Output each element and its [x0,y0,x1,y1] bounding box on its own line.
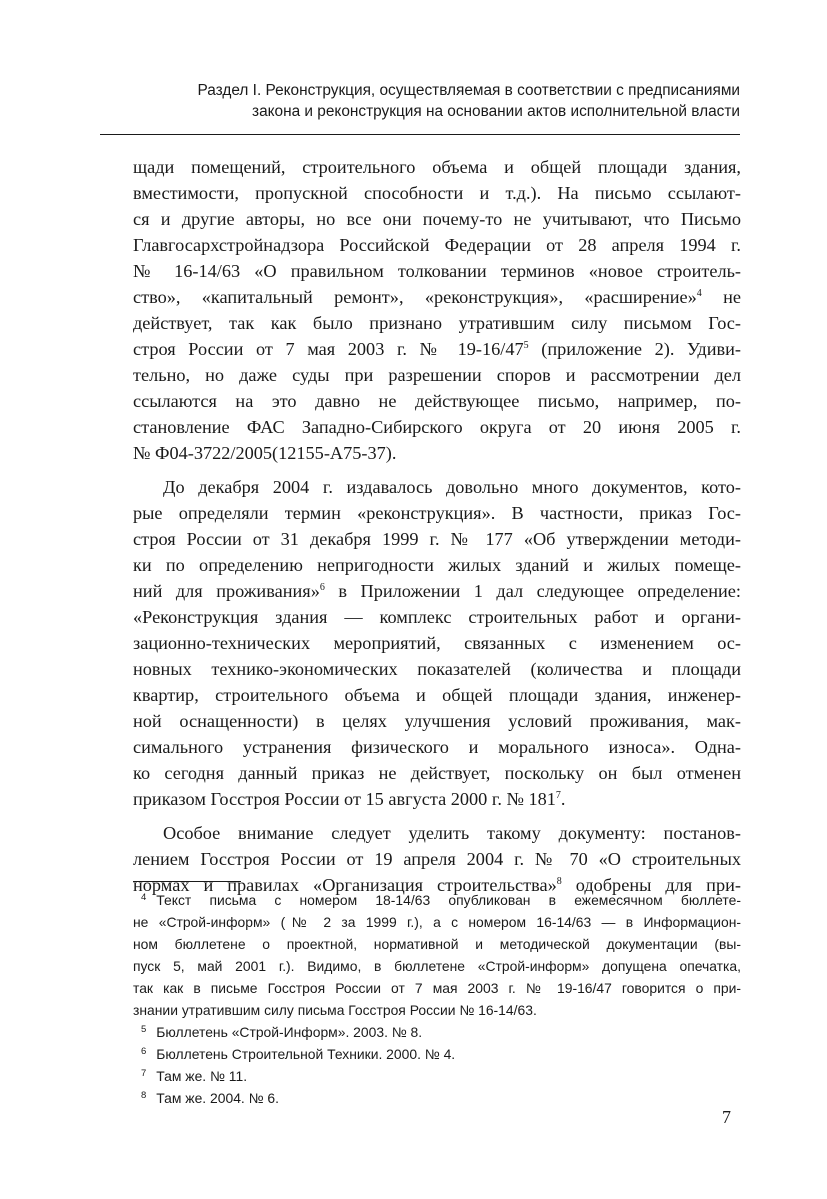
footnote-line: 6 Бюллетень Строительной Техники. 2000. № 4. [141,1046,456,1062]
text-line [133,578,741,604]
footnote-line: 8 Там же. 2004. № 6. [141,1090,279,1106]
footnote-line: не «Строй-информ» (№ 2 за 1999 г.), а с номером 16-14/63 — в Информацион- [133,914,741,930]
footnote-line: знании утратившим силу письма Госстроя России № 16-14/63. [133,1002,537,1018]
text-segment: не [701,287,742,307]
footnote-line: 5 Бюллетень «Строй-Информ». 2003. № 8. [141,1024,423,1040]
text-line: Главгосархстройнадзора Российской Федерации от 28 апреля 1994 г. [133,235,741,255]
footnote-divider [133,881,241,882]
text-segment: одобрены для при- [561,875,741,895]
footnote-line: 4 Текст письма с номером 18-14/63 опубликован в ежемесячном бюллете- [141,892,741,908]
text-line: ки по определению непригодности жилых зданий и жилых помеще- [133,555,741,575]
text-line: ной оснащенности) в целях улучшения условий проживания, мак- [133,711,741,731]
text-line: «Реконструкция здания — комплекс строительных работ и органи- [133,607,741,627]
footnote-5 [133,1021,741,1043]
text-line: До декабря 2004 г. издавалось довольно много документов, кото- [163,477,741,497]
footnote-7 [133,1065,741,1087]
text-segment: . [560,789,566,809]
text-line: вместимости, пропускной способности и т.д.). На письмо ссылают- [133,183,741,203]
text-line: квартир, строительного объема и общей площади здания, инженер- [133,685,741,705]
text-segment: нормах и правилах «Организация строительства» [133,875,557,895]
text-segment: ний для проживания» [133,581,320,601]
footnote-line: 7 Там же. № 11. [141,1068,248,1084]
text-segment: в Приложении 1 дал следующее определение: [324,581,742,601]
text-line [133,336,741,362]
footnote-ref-5[interactable]: 5 [523,340,529,351]
text-line [133,284,741,310]
text-line [133,786,741,812]
text-line: щади помещений, строительного объема и общей площади здания, [133,157,741,177]
paragraph-1 [133,154,741,466]
footnotes [133,889,741,1109]
main-text [133,154,741,906]
page-number: 7 [722,1107,731,1127]
text-segment: Бюллетень Строительной Техники. 2000. № 4. [156,1046,456,1062]
footnote-line: так как в письме Госстроя России от 7 мая 2003 г. № 19-16/47 говорится о при- [133,980,741,996]
paragraph-3 [133,820,741,898]
footnote-ref-8[interactable]: 8 [556,876,562,887]
running-head [100,80,740,122]
footnote-6 [133,1043,741,1065]
text-line: Особое внимание следует уделить такому документу: постанов- [163,823,741,843]
text-segment: Текст письма с номером 18-14/63 опубликован в ежемесячном бюллете- [156,892,741,908]
text-segment: Там же. № 11. [156,1068,248,1084]
text-line: тельно, но даже суды при разрешении споров и рассмотрении дел [133,365,741,385]
text-line: действует, так как было признано утратившим силу письмом Гос- [133,313,741,333]
header-divider [100,134,740,135]
text-segment: приказом Госстроя России от 15 августа 2000 г. № 181 [133,789,556,809]
text-segment: Там же. 2004. № 6. [156,1090,279,1106]
text-segment: Бюллетень «Строй-Информ». 2003. № 8. [156,1024,423,1040]
footnote-line: ном бюллетене о проектной, нормативной и методической документации (вы- [133,936,741,952]
text-line: становление ФАС Западно-Сибирского округа от 20 июня 2005 г. [133,417,741,437]
running-head-line-2: закона и реконструкция на основании актов исполнительной власти [252,103,740,120]
text-line: лением Госстроя России от 19 апреля 2004 г. № 70 «О строительных [133,849,741,869]
paragraph-2 [133,474,741,812]
text-line: зационно-технических мероприятий, связанных с изменением ос- [133,633,741,653]
footnote-ref-4[interactable]: 4 [696,288,702,299]
text-segment: (приложение 2). Удиви- [528,339,741,359]
text-segment: строя России от 7 мая 2003 г. № 19-16/47 [133,339,524,359]
footnote-line: пуск 5, май 2001 г.). Видимо, в бюллетене «Строй-информ» допущена опечатка, [133,958,741,974]
text-line: № 16-14/63 «О правильном толковании терминов «новое строитель- [133,261,741,281]
running-head-line-1: Раздел I. Реконструкция, осуществляемая в соответствии с предписаниями [197,82,740,99]
text-line: ся и другие авторы, но все они почему-то не учитывают, что Письмо [133,209,741,229]
text-line: рые определяли термин «реконструкция». В частности, приказ Гос- [133,503,741,523]
text-line: ссылаются на это давно не действующее письмо, например, по- [133,391,741,411]
text-line: новных технико-экономических показателей (количества и площади [133,659,741,679]
footnote-ref-6[interactable]: 6 [319,582,325,593]
text-segment: ство», «капитальный ремонт», «реконструкция», «расширение» [133,287,697,307]
footnote-4 [133,889,741,1021]
footnote-8 [133,1087,741,1109]
text-line: симального устранения физического и морального износа». Одна- [133,737,741,757]
text-line: ко сегодня данный приказ не действует, поскольку он был отменен [133,763,741,783]
text-line: строя России от 31 декабря 1999 г. № 177 «Об утверждении методи- [133,529,741,549]
footnote-ref-7[interactable]: 7 [555,790,561,801]
text-line: № Ф04-3722/2005(12155-А75-37). [133,443,397,463]
